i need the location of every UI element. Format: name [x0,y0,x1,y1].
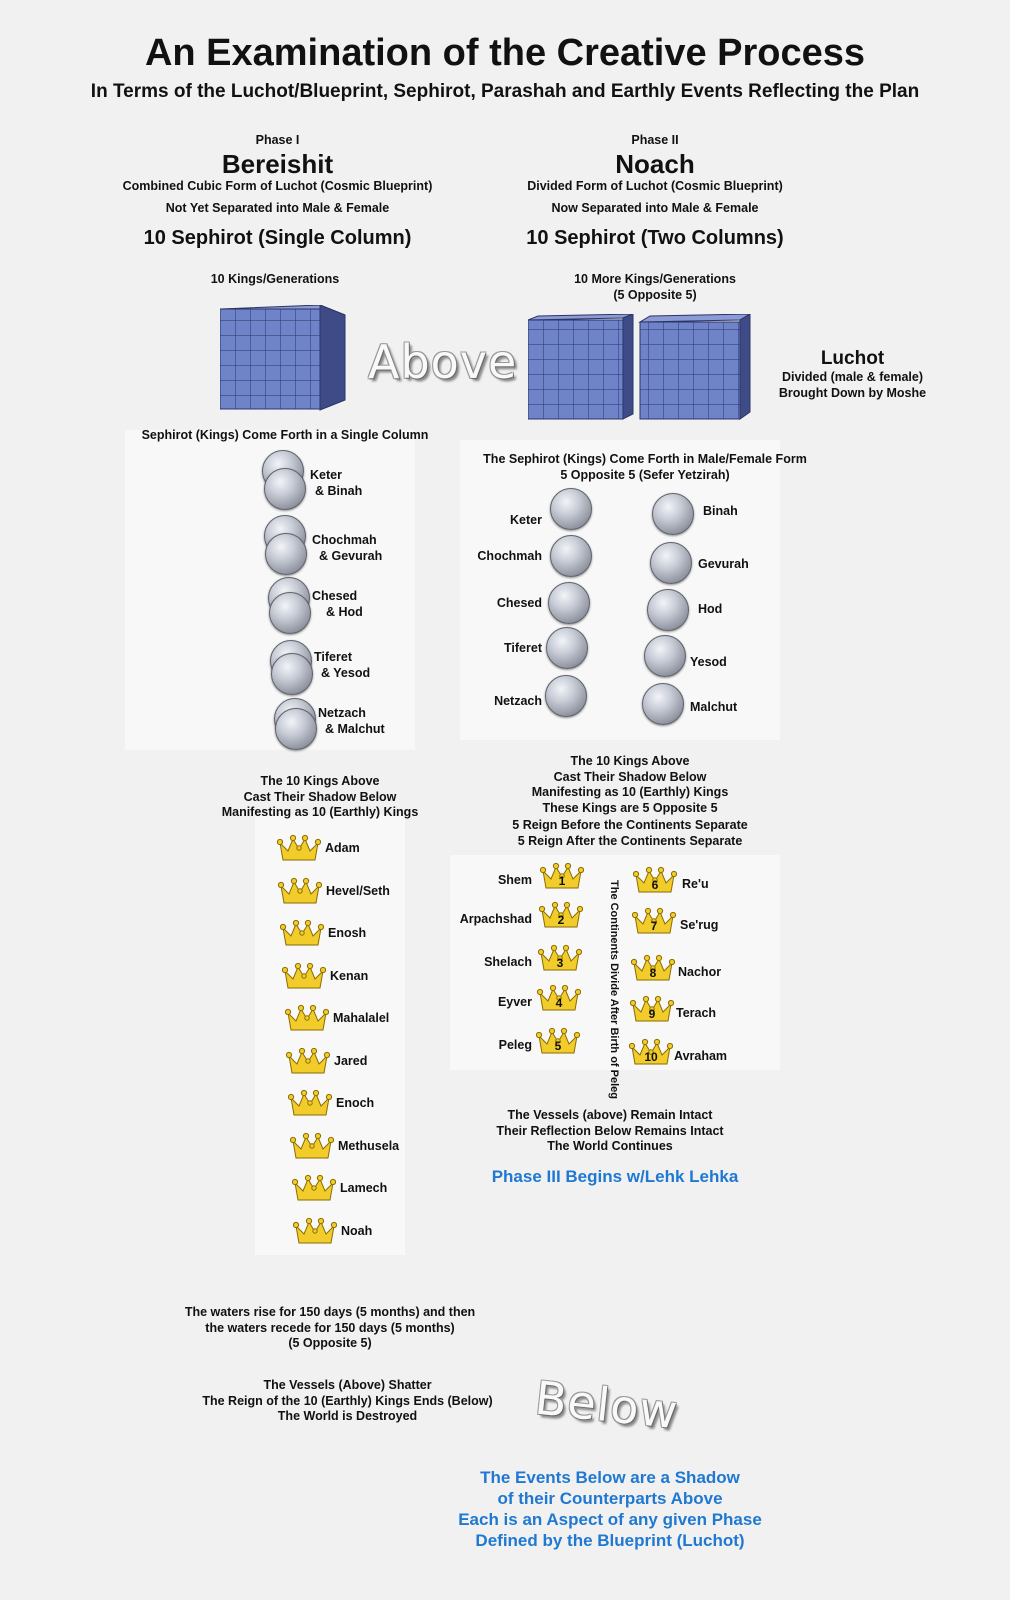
king-name: Jared [334,1053,368,1068]
crown-icon [278,876,322,906]
king-name: Hevel/Seth [326,883,390,898]
waters-text: The waters rise for 150 days (5 months) and then the waters recede for 150 days (5 months) (5 Opposite 5) [184,1305,476,1350]
crown-icon [277,833,321,863]
crown-icon [288,1088,332,1118]
sephirah-label-left-1: Keter [510,513,542,527]
king-name-right-5: Avraham [674,1049,728,1063]
sephirah-label-right-4: Yesod [690,655,727,669]
phase1-kings-label: 10 Kings/Generations [210,272,340,286]
king-name: Enoch [336,1096,375,1110]
sephirah-left-3 [548,582,590,624]
king-number: 3 [556,956,564,970]
king-number: 4 [555,996,563,1010]
king-name-right-3: Nachor [678,965,722,979]
king-number: 10 [644,1050,658,1064]
phase1-sephirot: 10 Sephirot (Single Column) [143,226,412,249]
phase1-form: Combined Cubic Form of Luchot (Cosmic Blueprint) [122,178,433,193]
sephirah-label-left-5: Netzach [494,694,542,708]
king-name-left-3: Shelach [484,955,532,969]
page-title: An Examination of the Creative Process [144,32,866,74]
phase2-kings-label: 10 More Kings/Generations (5 Opposite 5) [574,272,736,302]
below-label: Below [532,1370,681,1440]
sephirah-right-2 [650,542,692,584]
crown-icon [632,906,676,936]
crown-icon [536,1026,580,1056]
king-name-left-2: Arpachshad [459,912,532,926]
king-name-left-5: Peleg [498,1038,532,1052]
king-number: 9 [648,1007,656,1021]
crown-icon [290,1131,334,1161]
king-name: Enosh [328,926,367,940]
king-number: 2 [557,913,565,927]
phase2-form: Divided Form of Luchot (Cosmic Blueprint) [527,178,783,193]
phase2-separation: Now Separated into Male & Female [551,201,759,215]
above-label: Above [368,335,518,389]
phase1-sephirot-column: Keter & Binah Chochmah & Gevurah Chesed & Hod Tiferet & Yesod Netzach & Malchut [260,450,430,750]
king-number: 5 [554,1039,562,1053]
king-name: Lamech [340,1181,388,1195]
king-name: Mahalalel [333,1011,390,1025]
king-name: Adam [325,841,360,855]
crown-icon [539,900,583,930]
sephirah-left-1 [550,488,592,530]
continents-divider: The Continents Divide After Birth of Peleg [608,880,620,1099]
king-name-right-4: Terach [676,1006,717,1020]
crown-icon [630,994,674,1024]
phase1-name: Bereishit [221,148,334,179]
phase2-intact-text: The Vessels (above) Remain Intact Their Reflection Below Remains Intact The World Continues [496,1108,724,1153]
king-name-left-1: Shem [497,873,532,887]
sephirah-label-right-5: Malchut [690,700,738,714]
sephirah-right-5 [642,683,684,725]
crown-icon [631,953,675,983]
crown-icon [537,983,581,1013]
sephirah-label-right-1: Binah [703,504,738,518]
luchot-label: Luchot Divided (male & female) Brought Down by Moshe [778,348,927,400]
phase1-header [100,133,455,250]
phase1-shadow-text: The 10 Kings Above Cast Their Shadow Below Manifesting as 10 (Earthly) Kings [221,774,419,819]
crown-icon [280,918,324,948]
phase2-sephirot-columns [460,485,790,745]
sephirah-left-2 [550,535,592,577]
phase2-name: Noach [615,148,695,179]
king-number: 1 [558,874,566,888]
king-name: Kenan [330,968,369,983]
shatter-text: The Vessels (Above) Shatter The Reign of the 10 (Earthly) Kings Ends (Below) The World is Destroyed [202,1378,493,1423]
divided-luchot-cubes [528,314,758,426]
sephirah-label-left-4: Tiferet [504,641,542,655]
king-name-right-2: Se'rug [680,918,719,932]
phase2-header [480,133,830,250]
crown-icon [286,1046,330,1076]
phase3-label: Phase III Begins w/Lehk Lehka [491,1167,739,1186]
page-subtitle: In Terms of the Luchot/Blueprint, Sephirot, Parashah and Earthly Events Reflecting the Plan [90,81,920,102]
footer-note: The Events Below are a Shadow of their Counterparts Above Each is an Aspect of any given Phase Defined by the Blueprint (Luchot) [458,1468,762,1550]
crown-icon [292,1173,336,1203]
crown-icon [293,1216,337,1246]
phase1-kings-list [280,841,450,1275]
sephirah-label-left-2: Chochmah [477,549,542,563]
sephirah-left-4 [546,627,588,669]
king-name: Noah [341,1223,373,1238]
king-name-right-1: Re'u [682,877,709,891]
sephirah-right-3 [647,589,689,631]
phase2-label: Phase II [631,133,679,147]
king-number: 6 [651,878,659,892]
crown-icon [540,861,584,891]
sephirah-left-5 [545,675,587,717]
sephirah-right-4 [644,635,686,677]
phase2-sephirot: 10 Sephirot (Two Columns) [526,226,784,249]
sephirah-label-left-3: Chesed [496,596,542,610]
phase1-separation: Not Yet Separated into Male & Female [165,201,390,215]
phase1-column-caption: Sephirot (Kings) Come Forth in a Single Column [141,428,429,442]
king-number: 8 [649,966,657,980]
phase2-shadow-text: The 10 Kings Above Cast Their Shadow Below Manifesting as 10 (Earthly) Kings These Kings are 5 Opposite 5 5 Reign Before the Continents Separate 5 Reign After the Continents Separate [512,754,748,848]
crown-icon [629,1037,673,1067]
phase2-column-caption: The Sephirot (Kings) Come Forth in Male/Female Form 5 Opposite 5 (Sefer Yetzirah) [483,452,807,482]
king-name-left-4: Eyver [497,995,532,1009]
king-name: Methusela [338,1138,400,1153]
combined-luchot-cube [220,305,355,415]
king-number: 7 [650,919,658,933]
phase1-label: Phase I [255,133,300,147]
sephirah-label-right-2: Gevurah [698,557,749,571]
crown-icon [285,1003,329,1033]
sephirah-label-right-3: Hod [698,602,723,616]
crown-icon [633,865,677,895]
crown-icon [538,943,582,973]
crown-icon [282,961,326,991]
sephirah-right-1 [652,493,694,535]
